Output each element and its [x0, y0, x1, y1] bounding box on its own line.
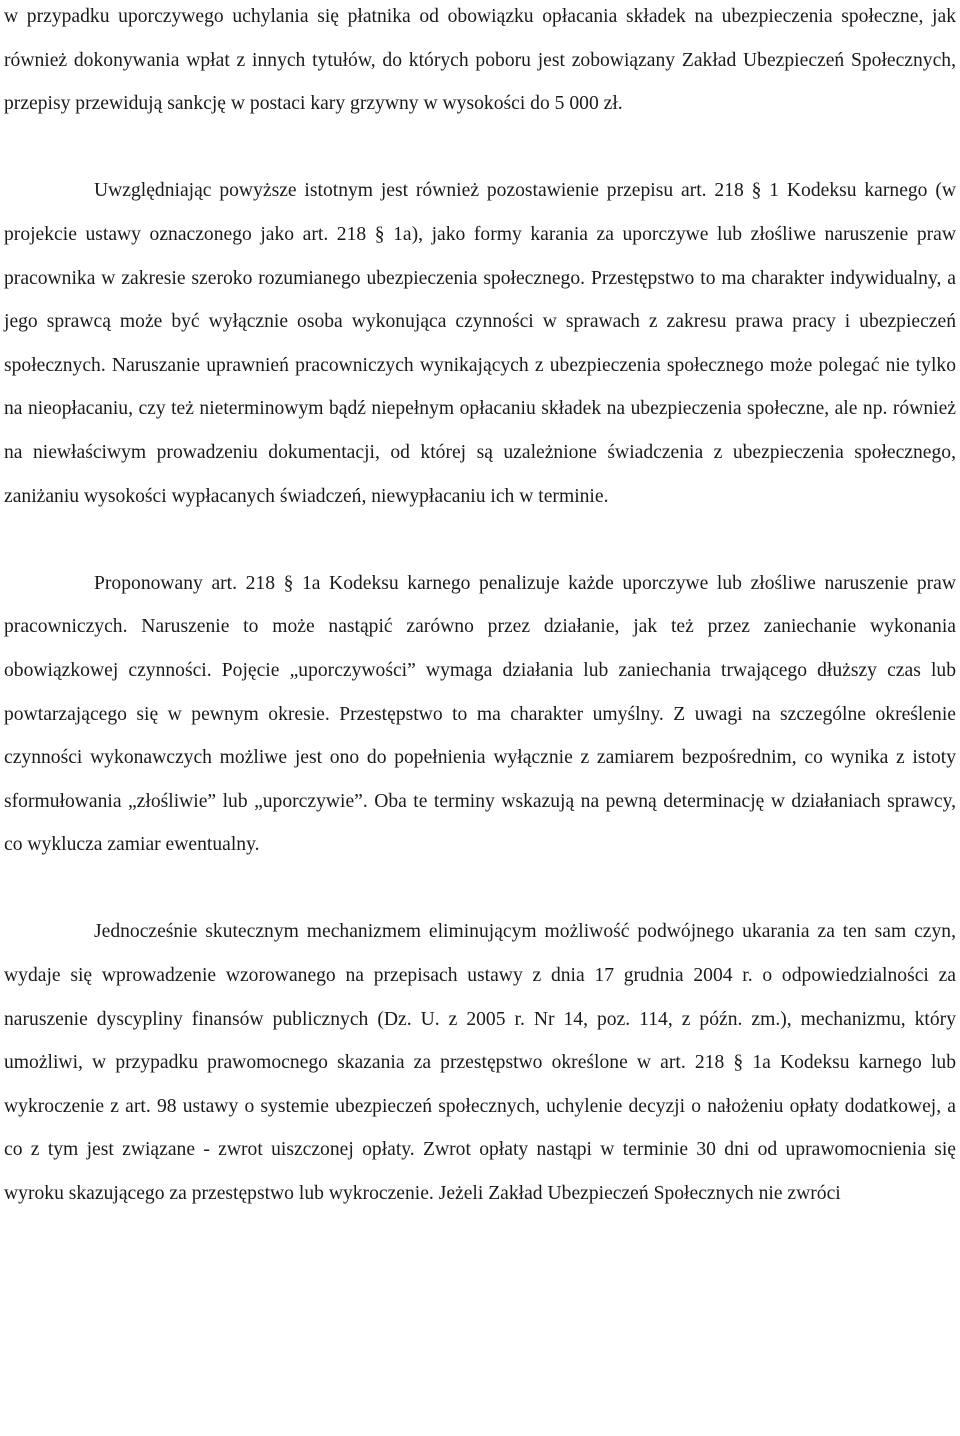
- document-page: [4, 0, 956, 1216]
- paragraph-continuation: w przypadku uporczywego uchylania się płatnika od obowiązku opłacania składek na ubezpieczenia społeczne, jak również dokonywania wpłat z innych tytułów, do których poboru jest zobowiązany Zakład Ubezpieczeń Społecznych, przepisy przewidują sankcję w postaci kary grzywny w wysokości do 5 000 zł.: [4, 6, 956, 115]
- paragraph-double-penalty-mechanism: Jednocześnie skutecznym mechanizmem eliminującym możliwość podwójnego ukarania za ten sam czyn, wydaje się wprowadzenie wzorowanego na przepisach ustawy z dnia 17 grudnia 2004 r. o odpowiedzialności za naruszenie dyscypliny finansów publicznych (Dz. U. z 2005 r. Nr 14, poz. 114, z późn. zm.), mechanizmu, który umożliwi, w przypadku prawomocnego skazania za przestępstwo określone w art. 218 § 1a Kodeksu karnego lub wykroczenie z art. 98 ustawy o systemie ubezpieczeń społecznych, uchylenie decyzji o nałożeniu opłaty dodatkowej, a co z tym jest związane - zwrot uiszczonej opłaty. Zwrot opłaty nastąpi w terminie 30 dni od uprawomocnienia się wyroku skazującego za przestępstwo lub wykroczenie. Jeżeli Zakład Ubezpieczeń Społecznych nie zwróci: [4, 921, 956, 1205]
- paragraph-proposed-art-218-1a: Proponowany art. 218 § 1a Kodeksu karnego penalizuje każde uporczywe lub złośliwe naruszenie praw pracowniczych. Naruszenie to może nastąpić zarówno przez działanie, jak też przez zaniechanie wykonania obowiązkowej czynności. Pojęcie „uporczywości” wymaga działania lub zaniechania trwającego dłuższy czas lub powtarzającego się w pewnym okresie. Przestępstwo to ma charakter umyślny. Z uwagi na szczególne określenie czynności wykonawczych możliwe jest ono do popełnienia wyłącznie z zamiarem bezpośrednim, co wynika z istoty sformułowania „złośliwie” lub „uporczywie”. Oba te terminy wskazują na pewną determinację w działaniach sprawcy, co wyklucza zamiar ewentualny.: [4, 572, 956, 856]
- paragraph-art-218-section-1: Uwzględniając powyższe istotnym jest również pozostawienie przepisu art. 218 § 1 Kodeksu karnego (w projekcie ustawy oznaczonego jako art. 218 § 1a), jako formy karania za uporczywe lub złośliwe naruszenie praw pracownika w zakresie szeroko rozumianego ubezpieczenia społecznego. Przestępstwo to ma charakter indywidualny, a jego sprawcą może być wyłącznie osoba wykonująca czynności w sprawach z zakresu prawa pracy i ubezpieczeń społecznych. Naruszanie uprawnień pracowniczych wynikających z ubezpieczenia społecznego może polegać nie tylko na nieopłacaniu, czy też nieterminowym bądź niepełnym opłacaniu składek na ubezpieczenia społeczne, ale np. również na niewłaściwym prowadzeniu dokumentacji, od której są uzależnione świadczenia z ubezpieczenia społecznego, zaniżaniu wysokości wypłacanych świadczeń, niewypłacaniu ich w terminie.: [4, 180, 956, 507]
